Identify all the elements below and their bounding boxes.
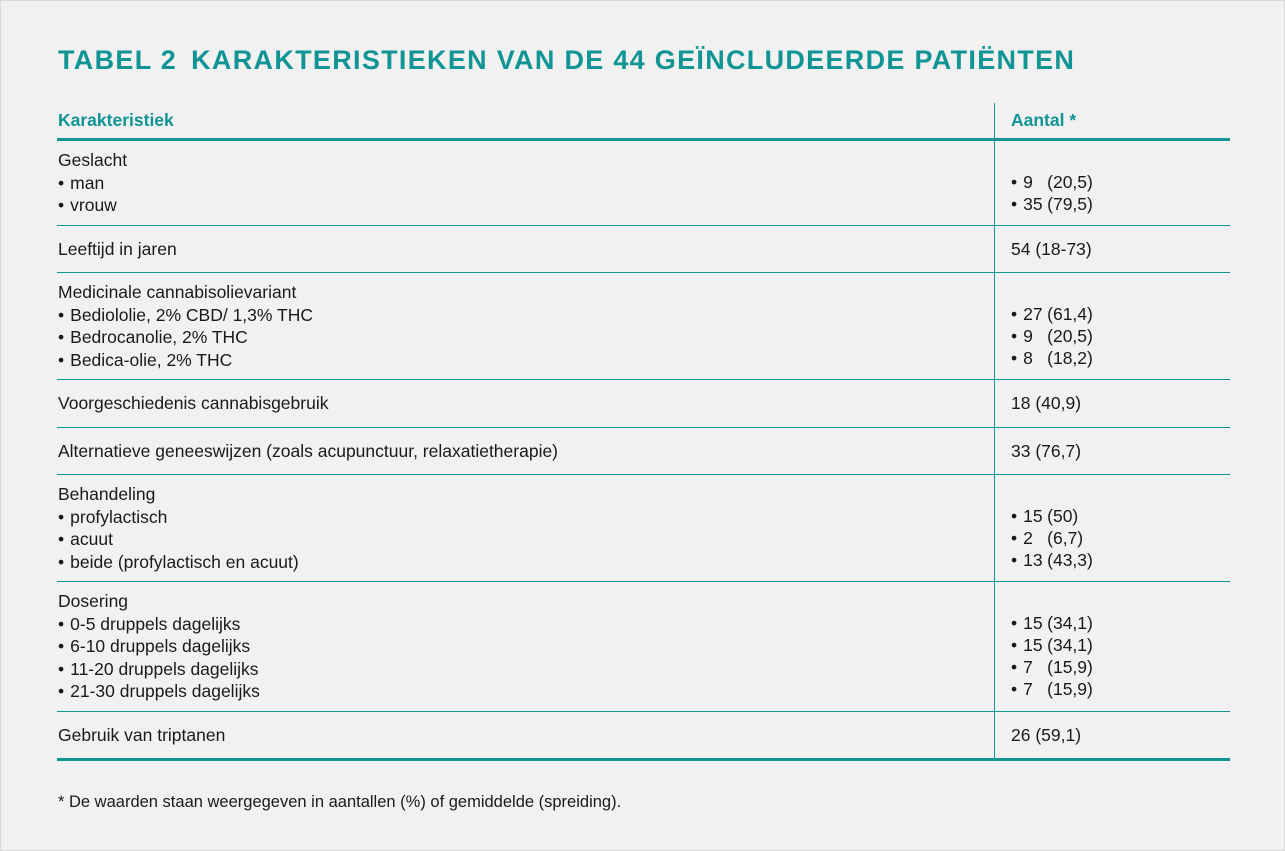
bullet-item — [58, 528, 994, 551]
table-title-text: KARAKTERISTIEKEN VAN DE 44 GEÏNCLUDEERDE PATIËNTEN — [191, 45, 1076, 75]
bullet-item — [58, 194, 994, 217]
bullet-icon: • — [58, 658, 65, 679]
percent-value: (18,2) — [1047, 348, 1093, 368]
count-value: 2 — [1023, 528, 1033, 548]
characteristic-label: Alternatieve geneeswijzen (zoals acupunctuur, relaxatietherapie) — [58, 440, 559, 461]
bullet-value — [1011, 303, 1230, 325]
count-cell — [995, 273, 1231, 380]
bullet-value — [1011, 193, 1230, 215]
bullet-item — [58, 613, 994, 636]
bullet-item-label: Bedica-olie, 2% THC — [70, 349, 233, 370]
characteristic-label: Dosering — [58, 591, 129, 611]
characteristic-label: Gebruik van triptanen — [58, 724, 226, 745]
characteristic-cell — [57, 582, 995, 712]
characteristic-cell — [57, 427, 995, 475]
bullet-item-label: beide (profylactisch en acuut) — [70, 551, 299, 572]
bullet-icon: • — [58, 349, 65, 370]
table-row — [57, 225, 1230, 273]
characteristic-cell — [57, 140, 995, 226]
bullet-value — [1011, 612, 1230, 634]
bullet-item — [58, 680, 994, 703]
column-header-characteristic: Karakteristiek — [57, 103, 995, 140]
bullet-icon: • — [1011, 550, 1018, 570]
bullet-icon: • — [58, 613, 65, 634]
count-value: 54 (18-73) — [1011, 238, 1092, 259]
table-number: TABEL 2 — [58, 45, 178, 75]
bullet-icon: • — [1011, 506, 1018, 526]
table-row — [57, 140, 1230, 226]
bullet-icon: • — [1011, 635, 1018, 655]
table-row — [57, 711, 1230, 760]
bullet-value — [1011, 678, 1230, 700]
bullet-item-label: vrouw — [70, 195, 117, 215]
bullet-item — [58, 551, 994, 574]
bullet-icon: • — [1011, 613, 1018, 633]
bullet-value — [1011, 549, 1230, 571]
bullet-item — [58, 349, 994, 372]
characteristic-label: Voorgeschiedenis cannabisgebruik — [58, 393, 329, 413]
count-value: 18 (40,9) — [1011, 393, 1082, 413]
bullet-item-label: 0-5 druppels dagelijks — [70, 613, 241, 634]
column-header-count: Aantal * — [995, 103, 1231, 140]
bullet-icon: • — [58, 506, 65, 527]
table-row — [57, 427, 1230, 475]
bullet-icon: • — [58, 681, 65, 701]
footnote: * De waarden staan weergegeven in aantallen (%) of gemiddelde (spreiding). — [58, 793, 622, 811]
count-cell — [995, 711, 1231, 760]
count-value: 8 — [1023, 348, 1033, 368]
bullet-value — [1011, 634, 1230, 656]
count-value: 7 — [1023, 657, 1033, 677]
characteristic-cell — [57, 380, 995, 428]
bullet-item-label: Bediololie, 2% CBD/ 1,3% THC — [70, 304, 313, 325]
count-cell — [995, 582, 1231, 712]
bullet-item — [58, 658, 994, 681]
count-value: 27 — [1023, 304, 1043, 324]
bullet-value — [1011, 171, 1230, 193]
bullet-icon: • — [1011, 657, 1018, 677]
characteristic-cell — [57, 475, 995, 582]
count-cell — [995, 225, 1231, 273]
value-spacer — [1011, 483, 1230, 505]
percent-value: (6,7) — [1047, 528, 1084, 548]
count-value: 33 (76,7) — [1011, 440, 1082, 461]
count-value: 26 (59,1) — [1011, 724, 1082, 745]
bullet-item-label: 21-30 druppels dagelijks — [70, 681, 260, 701]
bullet-item-label: man — [70, 172, 105, 193]
count-value: 15 — [1023, 635, 1043, 655]
bullet-value — [1011, 325, 1230, 347]
table-body — [57, 140, 1230, 760]
count-value: 35 — [1023, 194, 1043, 214]
bullet-icon: • — [1011, 194, 1018, 214]
bullet-icon: • — [58, 304, 65, 325]
bullet-item — [58, 172, 994, 195]
count-value: 13 — [1023, 550, 1043, 570]
bullet-value — [1011, 347, 1230, 369]
bullet-item — [58, 635, 994, 658]
characteristic-cell — [57, 225, 995, 273]
bullet-icon: • — [58, 529, 65, 549]
bullet-item — [58, 304, 994, 327]
count-cell — [995, 380, 1231, 428]
bullet-item — [58, 326, 994, 349]
bullet-icon: • — [1011, 528, 1018, 548]
percent-value: (15,9) — [1047, 679, 1093, 699]
percent-value: (15,9) — [1047, 657, 1093, 677]
bullet-icon: • — [1011, 304, 1018, 324]
count-value: 9 — [1023, 326, 1033, 346]
count-cell — [995, 427, 1231, 475]
bullet-value — [1011, 656, 1230, 678]
count-value: 15 — [1023, 613, 1043, 633]
value-spacer — [1011, 281, 1230, 303]
bullet-icon: • — [58, 327, 65, 347]
percent-value: (34,1) — [1047, 613, 1093, 633]
characteristics-table — [57, 103, 1230, 761]
bullet-icon: • — [1011, 326, 1018, 346]
value-spacer — [1011, 149, 1230, 171]
percent-value: (61,4) — [1047, 304, 1093, 324]
percent-value: (43,3) — [1047, 550, 1093, 570]
bullet-icon: • — [58, 551, 65, 572]
table-row — [57, 582, 1230, 712]
table-title — [58, 45, 1075, 76]
characteristic-label: Leeftijd in jaren — [58, 238, 177, 259]
count-value: 7 — [1023, 679, 1033, 699]
count-cell — [995, 475, 1231, 582]
percent-value: (79,5) — [1047, 194, 1093, 214]
table-row — [57, 475, 1230, 582]
percent-value: (20,5) — [1047, 326, 1093, 346]
count-value: 9 — [1023, 172, 1033, 192]
bullet-item-label: 11-20 druppels dagelijks — [70, 658, 259, 679]
bullet-value — [1011, 527, 1230, 549]
bullet-item-label: acuut — [70, 529, 113, 549]
count-value: 15 — [1023, 506, 1043, 526]
bullet-icon: • — [1011, 679, 1018, 699]
characteristic-cell — [57, 273, 995, 380]
bullet-icon: • — [58, 195, 65, 215]
bullet-item-label: 6-10 druppels dagelijks — [70, 636, 251, 656]
percent-value: (50) — [1047, 506, 1079, 526]
count-cell — [995, 140, 1231, 226]
value-spacer — [1011, 590, 1230, 612]
characteristic-label: Medicinale cannabisolievariant — [58, 282, 297, 302]
table-row — [57, 380, 1230, 428]
bullet-item — [58, 506, 994, 529]
table-row — [57, 273, 1230, 380]
bullet-item-label: profylactisch — [70, 506, 168, 527]
characteristic-label: Behandeling — [58, 484, 156, 504]
bullet-icon: • — [1011, 172, 1018, 192]
characteristic-cell — [57, 711, 995, 760]
characteristic-label: Geslacht — [58, 150, 128, 170]
percent-value: (20,5) — [1047, 172, 1093, 192]
table-header-row — [57, 103, 1230, 140]
bullet-item-label: Bedrocanolie, 2% THC — [70, 327, 248, 347]
percent-value: (34,1) — [1047, 635, 1093, 655]
bullet-icon: • — [58, 172, 65, 193]
bullet-icon: • — [58, 636, 65, 656]
bullet-icon: • — [1011, 348, 1018, 368]
bullet-value — [1011, 505, 1230, 527]
